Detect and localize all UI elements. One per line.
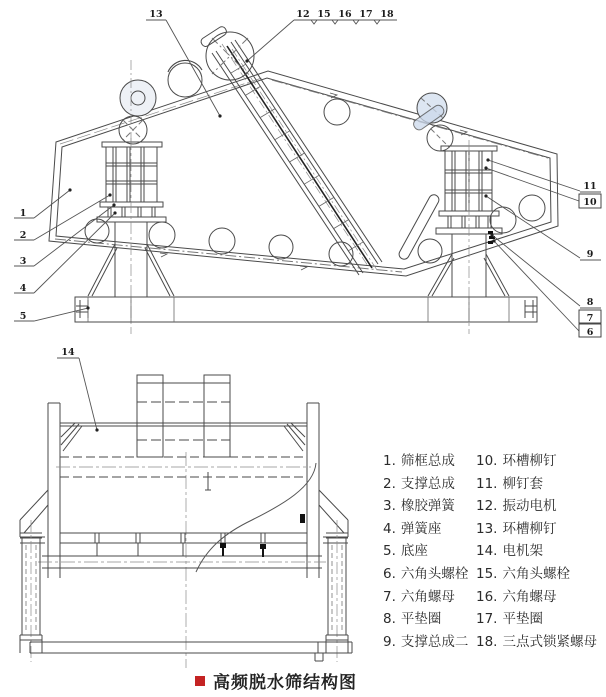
legend-num: 3. bbox=[383, 498, 396, 515]
legend-label: 六角螺母 bbox=[400, 588, 455, 605]
legend-num: 18. bbox=[476, 633, 498, 650]
right-support-assembly bbox=[428, 140, 509, 334]
legend-label: 六角螺母 bbox=[502, 588, 557, 605]
legend-label: 弹簧座 bbox=[400, 520, 442, 537]
screen-body bbox=[38, 403, 326, 578]
callout-9: 9 bbox=[586, 249, 594, 260]
legend-num: 4. bbox=[383, 520, 396, 537]
front-bottom-rail bbox=[30, 642, 352, 661]
legend-item-14 bbox=[476, 540, 597, 563]
legend-label: 电机架 bbox=[502, 543, 543, 560]
legend-label: 底座 bbox=[400, 543, 428, 560]
front-left-spring-leg bbox=[20, 490, 48, 662]
legend-num: 5. bbox=[383, 543, 396, 560]
callout-18: 18 bbox=[380, 9, 394, 20]
legend-num: 6. bbox=[383, 565, 396, 582]
diagram-title-text: 高频脱水筛结构图 bbox=[213, 673, 357, 693]
legend-num: 11. bbox=[476, 475, 498, 492]
legend-column-right bbox=[476, 450, 597, 653]
legend-num: 12. bbox=[476, 498, 498, 515]
legend-num: 7. bbox=[383, 588, 396, 605]
legend-num: 1. bbox=[383, 453, 396, 469]
legend-item-5 bbox=[383, 540, 468, 563]
legend-num: 13. bbox=[476, 520, 498, 537]
callout-6: 6 bbox=[586, 327, 594, 338]
callout-8: 8 bbox=[586, 297, 594, 308]
callout-13: 13 bbox=[149, 9, 163, 20]
legend-num: 10. bbox=[476, 453, 498, 469]
legend-item-2 bbox=[383, 473, 468, 496]
legend-item-12 bbox=[476, 495, 597, 518]
legend-item-9 bbox=[383, 631, 468, 654]
callout-2: 2 bbox=[19, 230, 27, 241]
callout-15: 15 bbox=[317, 9, 331, 20]
legend-num: 9. bbox=[383, 633, 396, 650]
legend-item-1 bbox=[383, 450, 468, 473]
callout-5: 5 bbox=[19, 311, 27, 322]
legend-label: 支撑总成 bbox=[400, 475, 455, 492]
legend-num: 14. bbox=[476, 543, 498, 560]
callout-7: 7 bbox=[586, 313, 594, 324]
legend-item-18 bbox=[476, 631, 597, 654]
legend-column-left bbox=[383, 450, 468, 653]
legend-label: 柳钉套 bbox=[502, 475, 543, 492]
legend-label: 橡胶弹簧 bbox=[400, 498, 455, 515]
legend-item-11 bbox=[476, 473, 597, 496]
legend-label: 环槽柳钉 bbox=[502, 520, 557, 537]
legend-item-16 bbox=[476, 586, 597, 609]
legend-item-7 bbox=[383, 586, 468, 609]
motor-bracket bbox=[137, 375, 230, 457]
legend-item-13 bbox=[476, 518, 597, 541]
base-frame bbox=[75, 297, 537, 322]
front-view bbox=[20, 375, 352, 668]
legend-item-15 bbox=[476, 563, 597, 586]
legend-item-4 bbox=[383, 518, 468, 541]
callout-16: 16 bbox=[338, 9, 352, 20]
legend-label: 环槽柳钉 bbox=[502, 453, 557, 469]
legend-label: 支撑总成二 bbox=[400, 633, 469, 650]
legend-label: 六角头螺栓 bbox=[400, 565, 469, 582]
legend-item-10 bbox=[476, 450, 597, 473]
callout-10: 10 bbox=[583, 197, 597, 208]
legend-label: 筛框总成 bbox=[400, 453, 455, 469]
front-bolts bbox=[220, 514, 305, 557]
callout-11: 11 bbox=[583, 181, 597, 192]
red-square-bullet-icon bbox=[195, 676, 205, 686]
legend-num: 8. bbox=[383, 611, 396, 628]
inclined-support-beam bbox=[212, 40, 382, 275]
side-view bbox=[49, 25, 558, 334]
legend-item-3 bbox=[383, 495, 468, 518]
callout-17: 17 bbox=[359, 9, 373, 20]
legend-item-8 bbox=[383, 608, 468, 631]
legend-label: 振动电机 bbox=[502, 498, 557, 515]
front-right-spring-leg bbox=[319, 490, 348, 662]
legend-item-17 bbox=[476, 608, 597, 631]
legend-num: 2. bbox=[383, 475, 396, 492]
callout-4: 4 bbox=[19, 283, 27, 294]
legend-label: 平垫圈 bbox=[400, 611, 442, 628]
callout-12: 12 bbox=[296, 9, 310, 20]
legend-num: 16. bbox=[476, 588, 498, 605]
legend-label: 六角头螺栓 bbox=[502, 565, 570, 582]
callout-1: 1 bbox=[19, 208, 27, 219]
callout-14: 14 bbox=[61, 347, 75, 358]
legend-label: 三点式锁紧螺母 bbox=[502, 633, 597, 650]
legend-item-6 bbox=[383, 563, 468, 586]
diagram-title bbox=[195, 668, 357, 693]
legend-label: 平垫圈 bbox=[502, 611, 543, 628]
legend-num: 15. bbox=[476, 565, 498, 582]
callout-leaders bbox=[14, 20, 601, 432]
callout-3: 3 bbox=[19, 256, 27, 267]
legend-num: 17. bbox=[476, 611, 498, 628]
